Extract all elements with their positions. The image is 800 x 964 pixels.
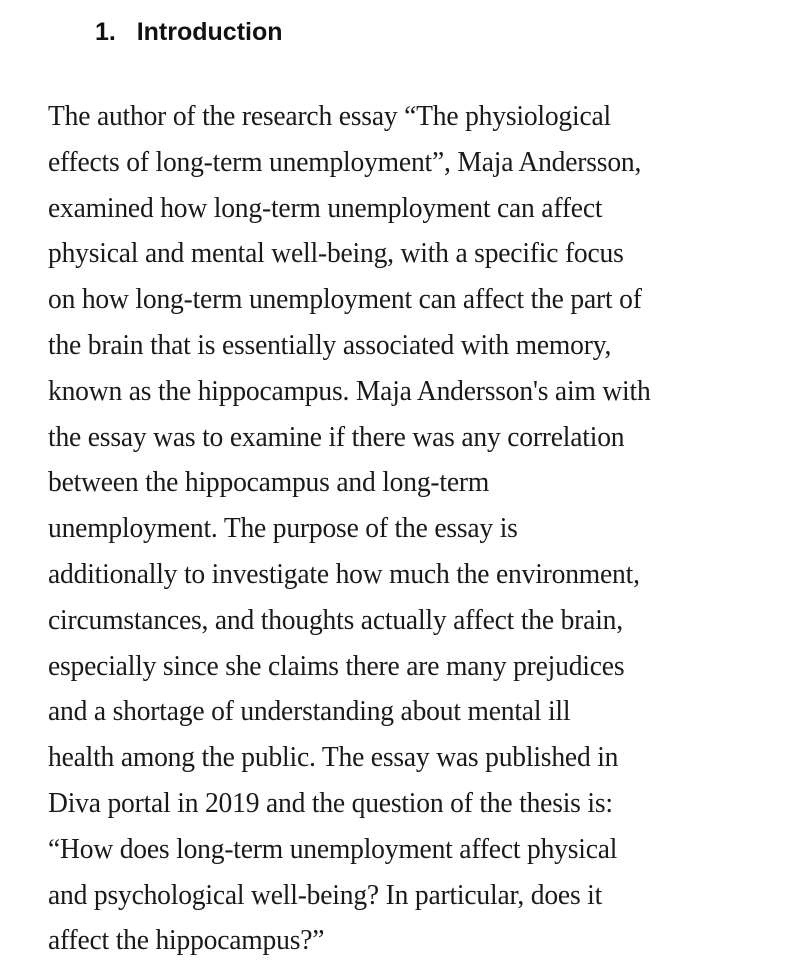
paragraph-line: effects of long-term unemployment”, Maja Andersson,	[48, 146, 642, 178]
paragraph-line: Diva portal in 2019 and the question of the thesis is:	[48, 787, 613, 819]
paragraph-line: the brain that is essentially associated with memory,	[48, 329, 612, 361]
paragraph-line: unemployment. The purpose of the essay is	[48, 513, 518, 545]
section-title: Introduction	[136, 18, 283, 46]
paragraph-line: “How does long-term unemployment affect physical	[48, 833, 618, 865]
paragraph-line: the essay was to examine if there was any correlation	[48, 421, 625, 453]
paragraph-line: affect the hippocampus?”	[48, 925, 325, 957]
paragraph-line: circumstances, and thoughts actually affect the brain,	[48, 604, 623, 636]
paragraph-line: additionally to investigate how much the environment,	[48, 558, 640, 590]
paragraph-line: health among the public. The essay was published in	[48, 742, 619, 774]
paragraph-line: examined how long-term unemployment can affect	[48, 192, 603, 224]
paragraph-line: and a shortage of understanding about mental ill	[48, 696, 571, 728]
section-number: 1.	[95, 18, 116, 46]
paragraph-line: known as the hippocampus. Maja Andersson's aim with	[48, 375, 651, 407]
paragraph-line: physical and mental well-being, with a specific focus	[48, 238, 624, 270]
paragraph-line: The author of the research essay “The physiological	[48, 101, 612, 132]
paragraph-line: between the hippocampus and long-term	[48, 467, 490, 499]
paragraph-line: especially since she claims there are many prejudices	[48, 650, 625, 682]
paragraph-line: and psychological well-being? In particular, does it	[48, 879, 603, 911]
section-heading	[95, 16, 283, 48]
paragraph-line: on how long-term unemployment can affect the part of	[48, 284, 642, 316]
introduction-paragraph	[48, 94, 800, 964]
